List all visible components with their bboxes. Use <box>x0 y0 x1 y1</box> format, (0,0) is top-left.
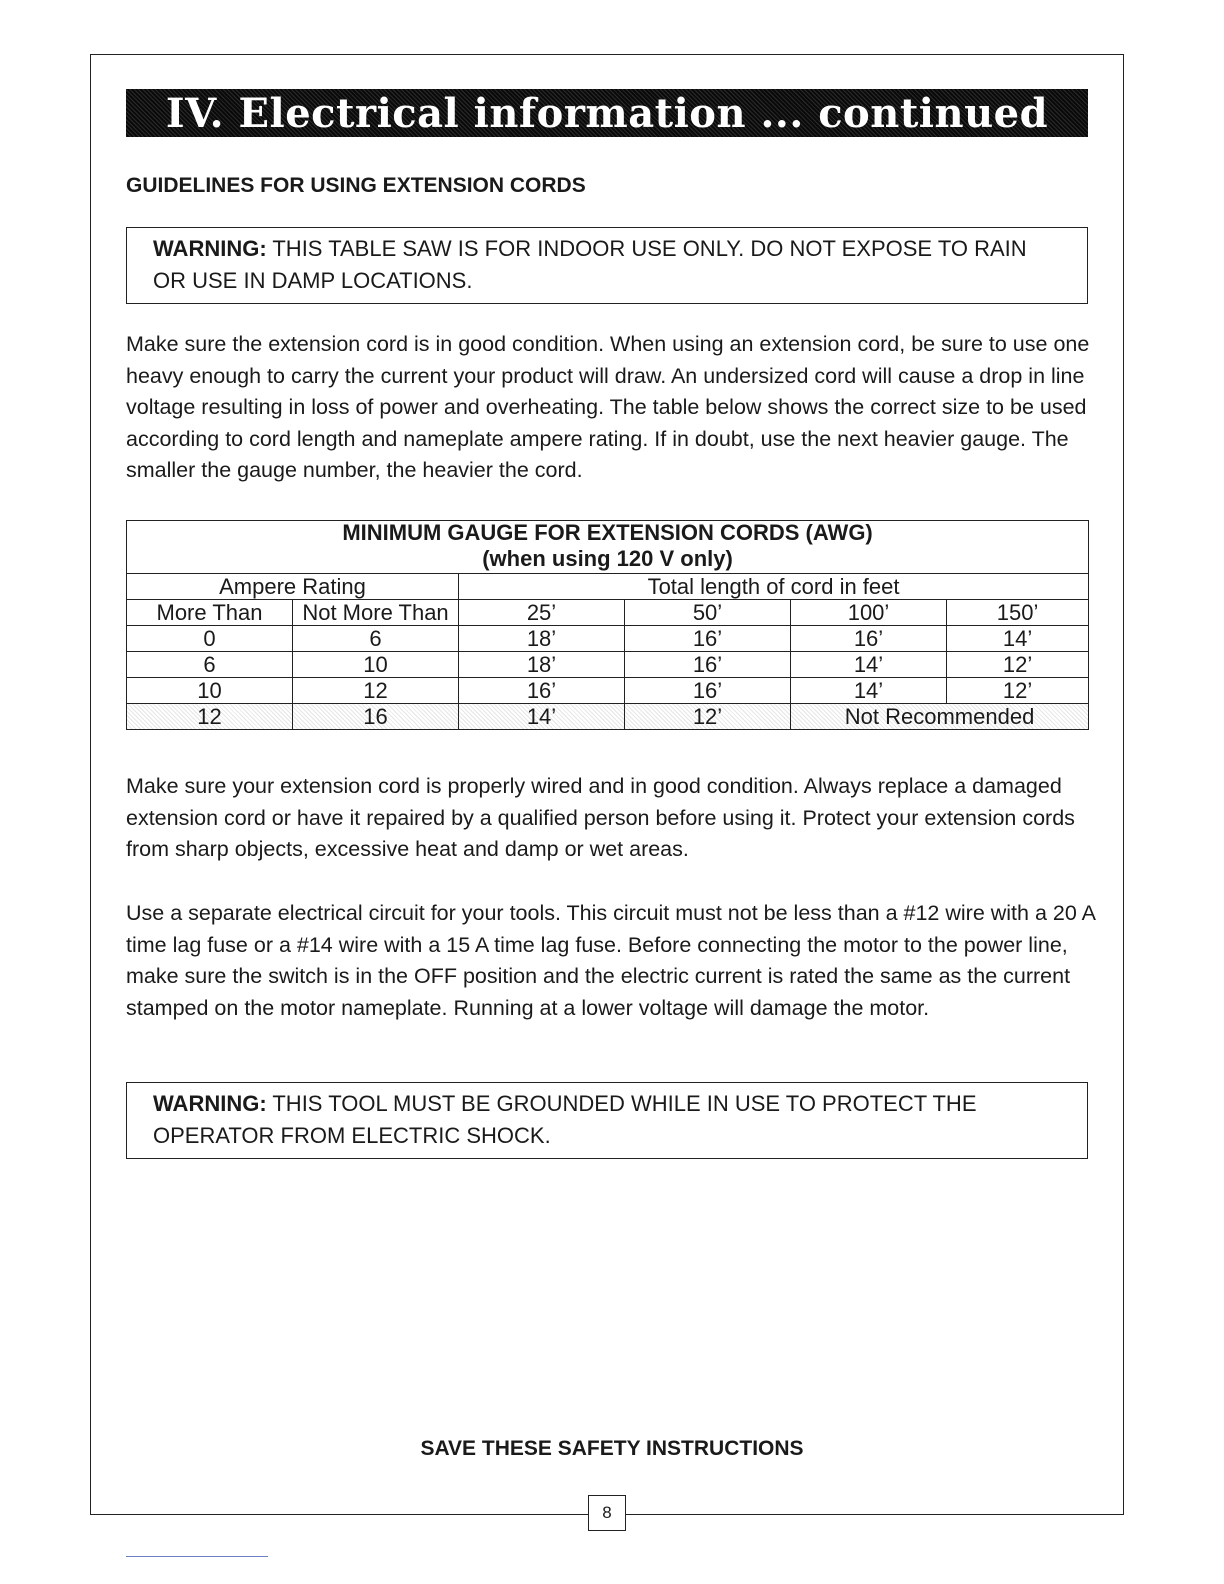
section-banner <box>126 89 1088 137</box>
table-cell: 14’ <box>459 704 625 730</box>
table-cell: 16’ <box>625 652 791 678</box>
table-cell: 16 <box>293 704 459 730</box>
page-number: 8 <box>588 1495 626 1531</box>
table-cell: 16’ <box>459 678 625 704</box>
footer-link-underline <box>126 1556 268 1557</box>
paragraph-circuit: Use a separate electrical circuit for your tools. This circuit must not be less than a #12 wire with a 20 A time lag fuse or a #14 wire with a 15 A time lag fuse. Before connecting the motor to the power line, make sure the switch is in the OFF position and the electric current is rated the same as the current stamped on the motor nameplate. Running at a lower voltage will damage the motor. <box>126 901 1095 1020</box>
table-cell: 18’ <box>459 626 625 652</box>
table-header-row <box>127 600 1089 626</box>
table-cell: 12 <box>293 678 459 704</box>
table-row <box>127 652 1089 678</box>
table-row-shaded <box>127 704 1089 730</box>
paragraph-cord-condition: Make sure the extension cord is in good condition. When using an extension cord, be sure to use one heavy enough to carry the current your product will draw. An undersized cord will cause a drop in line voltage resulting in loss of power and overheating. The table below shows the correct size to be used according to cord length and nameplate ampere rating. If in doubt, use the next heavier gauge. The smaller the gauge number, the heavier the cord. <box>126 332 1090 483</box>
gauge-table <box>126 520 1089 730</box>
not-recommended-cell: Not Recommended <box>791 704 1089 730</box>
section-heading: GUIDELINES FOR USING EXTENSION CORDS <box>126 174 586 197</box>
column-header: 50’ <box>625 600 791 626</box>
table-cell: 6 <box>127 652 293 678</box>
table-subtitle: (when using 120 V only) <box>127 545 1089 574</box>
paragraph-cord-wiring: Make sure your extension cord is properly wired and in good condition. Always replace a damaged extension cord or have it repaired by a qualified person before using it. Protect your extension cords from sharp objects, excessive heat and damp or wet areas. <box>126 774 1075 862</box>
column-header: 100’ <box>791 600 947 626</box>
table-row <box>127 626 1089 652</box>
table-cell: 12’ <box>625 704 791 730</box>
table-cell: 18’ <box>459 652 625 678</box>
table-cell: 6 <box>293 626 459 652</box>
table-cell: 16’ <box>625 626 791 652</box>
table-cell: 0 <box>127 626 293 652</box>
warning-label: WARNING: <box>153 236 267 261</box>
table-title: MINIMUM GAUGE FOR EXTENSION CORDS (AWG) <box>127 521 1089 546</box>
table-cell: 14’ <box>947 626 1089 652</box>
column-header: More Than <box>127 600 293 626</box>
page-title: IV. Electrical information ... continued <box>165 89 1049 137</box>
warning-box-grounded <box>126 1082 1088 1159</box>
table-cell: 12’ <box>947 678 1089 704</box>
table-cell: 10 <box>293 652 459 678</box>
footer-rule-right <box>626 1514 1124 1515</box>
table-cell: 12’ <box>947 652 1089 678</box>
table-cell: 16’ <box>625 678 791 704</box>
warning-label: WARNING: <box>153 1091 267 1116</box>
save-instructions: SAVE THESE SAFETY INSTRUCTIONS <box>420 1437 804 1460</box>
table-cell: 12 <box>127 704 293 730</box>
table-cell: 14’ <box>791 652 947 678</box>
table-cell: 10 <box>127 678 293 704</box>
warning-text: THIS TABLE SAW IS FOR INDOOR USE ONLY. DO NOT EXPOSE TO RAIN OR USE IN DAMP LOCATIONS. <box>153 236 1027 293</box>
column-header: 25’ <box>459 600 625 626</box>
table-cell: 16’ <box>791 626 947 652</box>
warning-box-indoor <box>126 227 1088 304</box>
column-header: Not More Than <box>293 600 459 626</box>
table-group-ampere: Ampere Rating <box>127 574 459 600</box>
table-group-length: Total length of cord in feet <box>459 574 1089 600</box>
footer-rule-left <box>90 1514 588 1515</box>
table-cell: 14’ <box>791 678 947 704</box>
table-row <box>127 678 1089 704</box>
warning-text: THIS TOOL MUST BE GROUNDED WHILE IN USE TO PROTECT THE OPERATOR FROM ELECTRIC SHOCK. <box>153 1091 977 1148</box>
column-header: 150’ <box>947 600 1089 626</box>
